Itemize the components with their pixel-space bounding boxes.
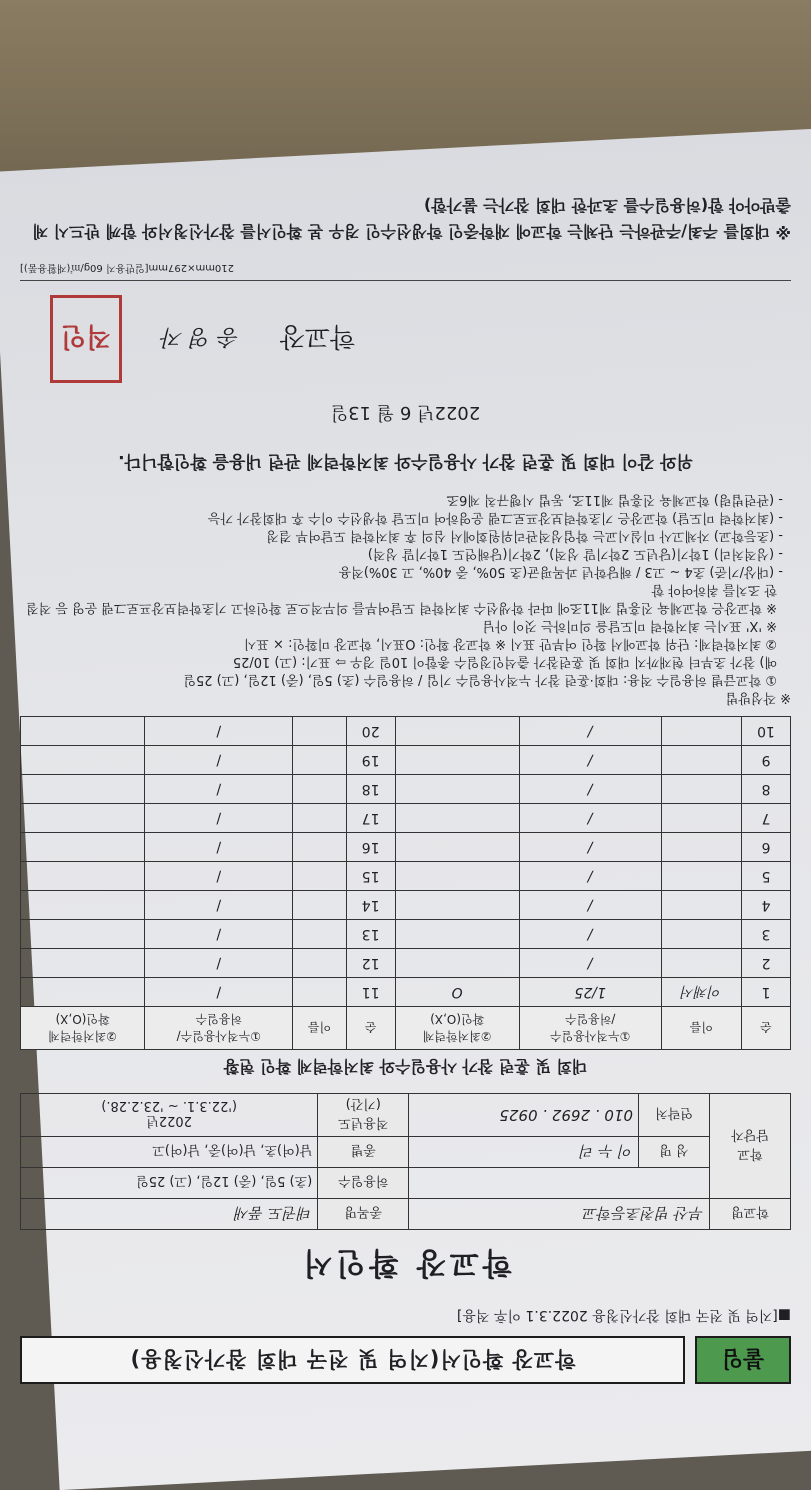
table-row [21, 949, 791, 978]
row-name-right [293, 891, 346, 920]
row-days-right: / [145, 891, 293, 920]
row-check-left [395, 920, 519, 949]
paper-spec-footer: 210mm×297mm[일반용지 60g/㎡(재활용품)] [20, 262, 791, 281]
row-name-right [293, 978, 346, 1007]
status-section-title: 대회 및 훈련 참가 사용일수와 최저학력제 확인 현황 [223, 1057, 588, 1076]
row-days-left: / [519, 775, 661, 804]
row-check-right [21, 920, 145, 949]
row-check-right [21, 949, 145, 978]
sport-label: 종목명 [318, 1199, 409, 1230]
status-table [20, 716, 791, 1050]
school-value: 부산 범천초등학교 [409, 1199, 710, 1230]
col-check-right: ②최저학력제 확인(O,X) [21, 1007, 145, 1050]
row-days-left: / [519, 862, 661, 891]
row-name-right [293, 746, 346, 775]
row-check-right [21, 833, 145, 862]
row-days-right: / [145, 949, 293, 978]
note-not-reached: - (최저학력 미도달) 학교장은 기초학력보장프로그램 운영하여 미도달 학생선수 이수 후 대회참가 가능 [207, 510, 783, 525]
col-no-right: 순 [346, 1007, 395, 1050]
row-days-left: / [519, 746, 661, 775]
row-days-left: / [519, 949, 661, 978]
row-days-left: / [519, 920, 661, 949]
page-title: 학교장 확인서 [299, 1245, 512, 1280]
col-name-right: 이름 [293, 1007, 346, 1050]
row-check-right [21, 804, 145, 833]
row-no-right: 16 [346, 833, 395, 862]
official-seal: 직인 [50, 295, 122, 383]
row-name-right [293, 862, 346, 891]
row-check-left [395, 949, 519, 978]
row-check-right [21, 862, 145, 891]
note-grading: - (성적처리) 1학기(당년도 2학기말 성적), 2학기(당해연도 1학기말 성적) [367, 546, 783, 561]
row-no-left: 6 [742, 833, 791, 862]
row-check-right [21, 978, 145, 1007]
row-no-left: 2 [742, 949, 791, 978]
note-legal-basis: - (관련법령) 학교체육 진흥법 제11조, 동법 시행규칙 제6조 [446, 492, 783, 507]
row-days-right: / [145, 920, 293, 949]
row-no-left: 9 [742, 746, 791, 775]
sport-value: 태권도 품새 [21, 1199, 318, 1230]
attachment-tag: 붙임 [695, 1336, 791, 1384]
submission-note: ※ 대회를 주최/주관하는 단체는 학교에 재학중인 학생선수인 경우 본 확인서를 참가신청서와 함께 반드시 제출받아야 함(허용일수를 초과한 대회 참가는 불가함) [32, 196, 791, 241]
row-no-right: 12 [346, 949, 395, 978]
row-days-left: / [519, 833, 661, 862]
instructions [20, 490, 791, 706]
row-name-left: 이채서 [661, 978, 741, 1007]
row-check-left [395, 717, 519, 746]
row-days-right: / [145, 717, 293, 746]
row-no-right: 20 [346, 717, 395, 746]
row-days-left: 1/25 [519, 978, 661, 1007]
row-days-left: / [519, 804, 661, 833]
note-x-meaning: ※ 'X' 표시는 최저학력 미도달을 의미하는 것이 아님 [482, 618, 777, 633]
row-check-right [21, 746, 145, 775]
row-days-right: / [145, 775, 293, 804]
principal-name: 송 영 자 [162, 324, 240, 350]
table-row [21, 891, 791, 920]
row-check-right [21, 775, 145, 804]
table-row [21, 775, 791, 804]
row-days-right: / [145, 978, 293, 1007]
school-info-table [20, 1093, 791, 1230]
row-days-left: / [519, 717, 661, 746]
table-row [21, 804, 791, 833]
row-check-left [395, 891, 519, 920]
period-label: 적용년도 (기간) [318, 1094, 409, 1137]
table-row [21, 717, 791, 746]
row-name-right [293, 775, 346, 804]
row-name-left [661, 804, 741, 833]
contact-phone-label: 연락처 [639, 1094, 710, 1137]
row-no-left: 10 [742, 717, 791, 746]
row-no-right: 15 [346, 862, 395, 891]
row-name-right [293, 833, 346, 862]
table-row [21, 746, 791, 775]
grade-value: 남(여)초, 남(여)중, 남(여)고 [21, 1137, 318, 1168]
row-name-left [661, 891, 741, 920]
grade-label: 종별 [318, 1137, 409, 1168]
row-no-left: 1 [742, 978, 791, 1007]
instructions-header: ※ 작성방법 [725, 690, 791, 705]
note-target: - (대상/기준) 초4 ~ 고3 / 해당학년 과목평균(초 50%, 중 40%, 고 30%)적용 [338, 564, 783, 579]
row-name-left [661, 775, 741, 804]
note-min-academic: ② 최저학력제: 단위 학교에서 확인 여부만 표시 ※ 학교장 확인: O표시, 학교장 미확인: × 표시 [243, 636, 777, 651]
row-name-right [293, 717, 346, 746]
row-name-left [661, 920, 741, 949]
table-row [21, 833, 791, 862]
col-days-right: ①누적사용일수/ 허용일수 [145, 1007, 293, 1050]
row-check-right [21, 717, 145, 746]
application-note: ■[지역 및 전국 대회 참가신청용 2022.3.1 이후 적용] [456, 1307, 791, 1323]
allowed-days-value: (초) 5일, (중) 12일, (고) 25일 [21, 1168, 318, 1199]
row-check-left [395, 775, 519, 804]
col-name-left: 이름 [661, 1007, 741, 1050]
row-days-left: / [519, 891, 661, 920]
form-title: 학교장 확인서(지역 및 전국 대회 참가신청용) [20, 1336, 685, 1384]
principal-title: 학교장 [279, 321, 356, 352]
table-row [21, 862, 791, 891]
principal-signature [20, 295, 791, 383]
row-no-right: 13 [346, 920, 395, 949]
col-check-left: ②최저학력제 확인(O,X) [395, 1007, 519, 1050]
row-name-left [661, 949, 741, 978]
row-check-left: O [395, 978, 519, 1007]
row-name-left [661, 717, 741, 746]
table-row [21, 978, 791, 1007]
issue-date: 2022년 6 월 13일 [330, 402, 481, 423]
row-days-right: / [145, 804, 293, 833]
form-title-row [20, 1336, 791, 1384]
note-example: 예) 참가 초부터 현재까지 대회 및 훈련참가 출석인정일수 총합이 10일 경우 ⇨ 표기: (고) 10/25 [232, 654, 777, 669]
row-no-left: 5 [742, 862, 791, 891]
row-no-right: 14 [346, 891, 395, 920]
document-upside-down [0, 190, 811, 1440]
row-no-left: 7 [742, 804, 791, 833]
contact-label: 학교 담당자 [710, 1094, 791, 1199]
school-label: 학교명 [710, 1199, 791, 1230]
row-days-right: / [145, 746, 293, 775]
row-name-left [661, 746, 741, 775]
period-value: 2022년 ('22.3.1. ~ '23.2.28.) [21, 1094, 318, 1137]
row-check-left [395, 833, 519, 862]
confirmation-statement: 위와 같이 대회 및 훈련 참가 사용일수와 최저학력제 관련 내용을 확인합니다. [118, 451, 693, 471]
status-header-row [21, 1007, 791, 1050]
row-no-right: 18 [346, 775, 395, 804]
note-elementary: - (초등학교) 자체고사 미실시교는 학업성적관리위원회에서 심의 후 최저학력 도달여부 결정 [266, 528, 783, 543]
row-no-right: 17 [346, 804, 395, 833]
row-no-right: 11 [346, 978, 395, 1007]
row-check-left [395, 746, 519, 775]
row-check-right [21, 891, 145, 920]
contact-name-label: 성 명 [639, 1137, 710, 1168]
contact-name-value: 이 누 리 [409, 1137, 639, 1168]
row-days-right: / [145, 833, 293, 862]
note-allowed-days: ① 학교급별 허용일수 적용: 대회·훈련 참가 누적사용일수 기입 / 허용일수 (초) 5일, (중) 12일, (고) 25일 [183, 672, 777, 687]
note-principal-duty: ※ 학교장은 학교체육 진흥법 제11조에 따라 학생선수 최저학력 도달여부를 의무적으로 확인하고 기초학력보장프로그램 운영 등 적절한 조치를 취하여야 함 [26, 582, 777, 615]
col-days-left: ①누적사용일수 /허용일수 [519, 1007, 661, 1050]
row-check-left [395, 862, 519, 891]
row-no-left: 3 [742, 920, 791, 949]
contact-phone-value: 010 . 2692 . 0925 [409, 1094, 639, 1137]
row-days-right: / [145, 862, 293, 891]
row-name-right [293, 920, 346, 949]
table-row [21, 920, 791, 949]
row-name-left [661, 833, 741, 862]
col-no-left: 순 [742, 1007, 791, 1050]
row-check-left [395, 804, 519, 833]
row-name-left [661, 862, 741, 891]
allowed-days-label: 허용일수 [318, 1168, 409, 1199]
row-name-right [293, 804, 346, 833]
row-no-right: 19 [346, 746, 395, 775]
row-no-left: 4 [742, 891, 791, 920]
row-name-right [293, 949, 346, 978]
row-no-left: 8 [742, 775, 791, 804]
